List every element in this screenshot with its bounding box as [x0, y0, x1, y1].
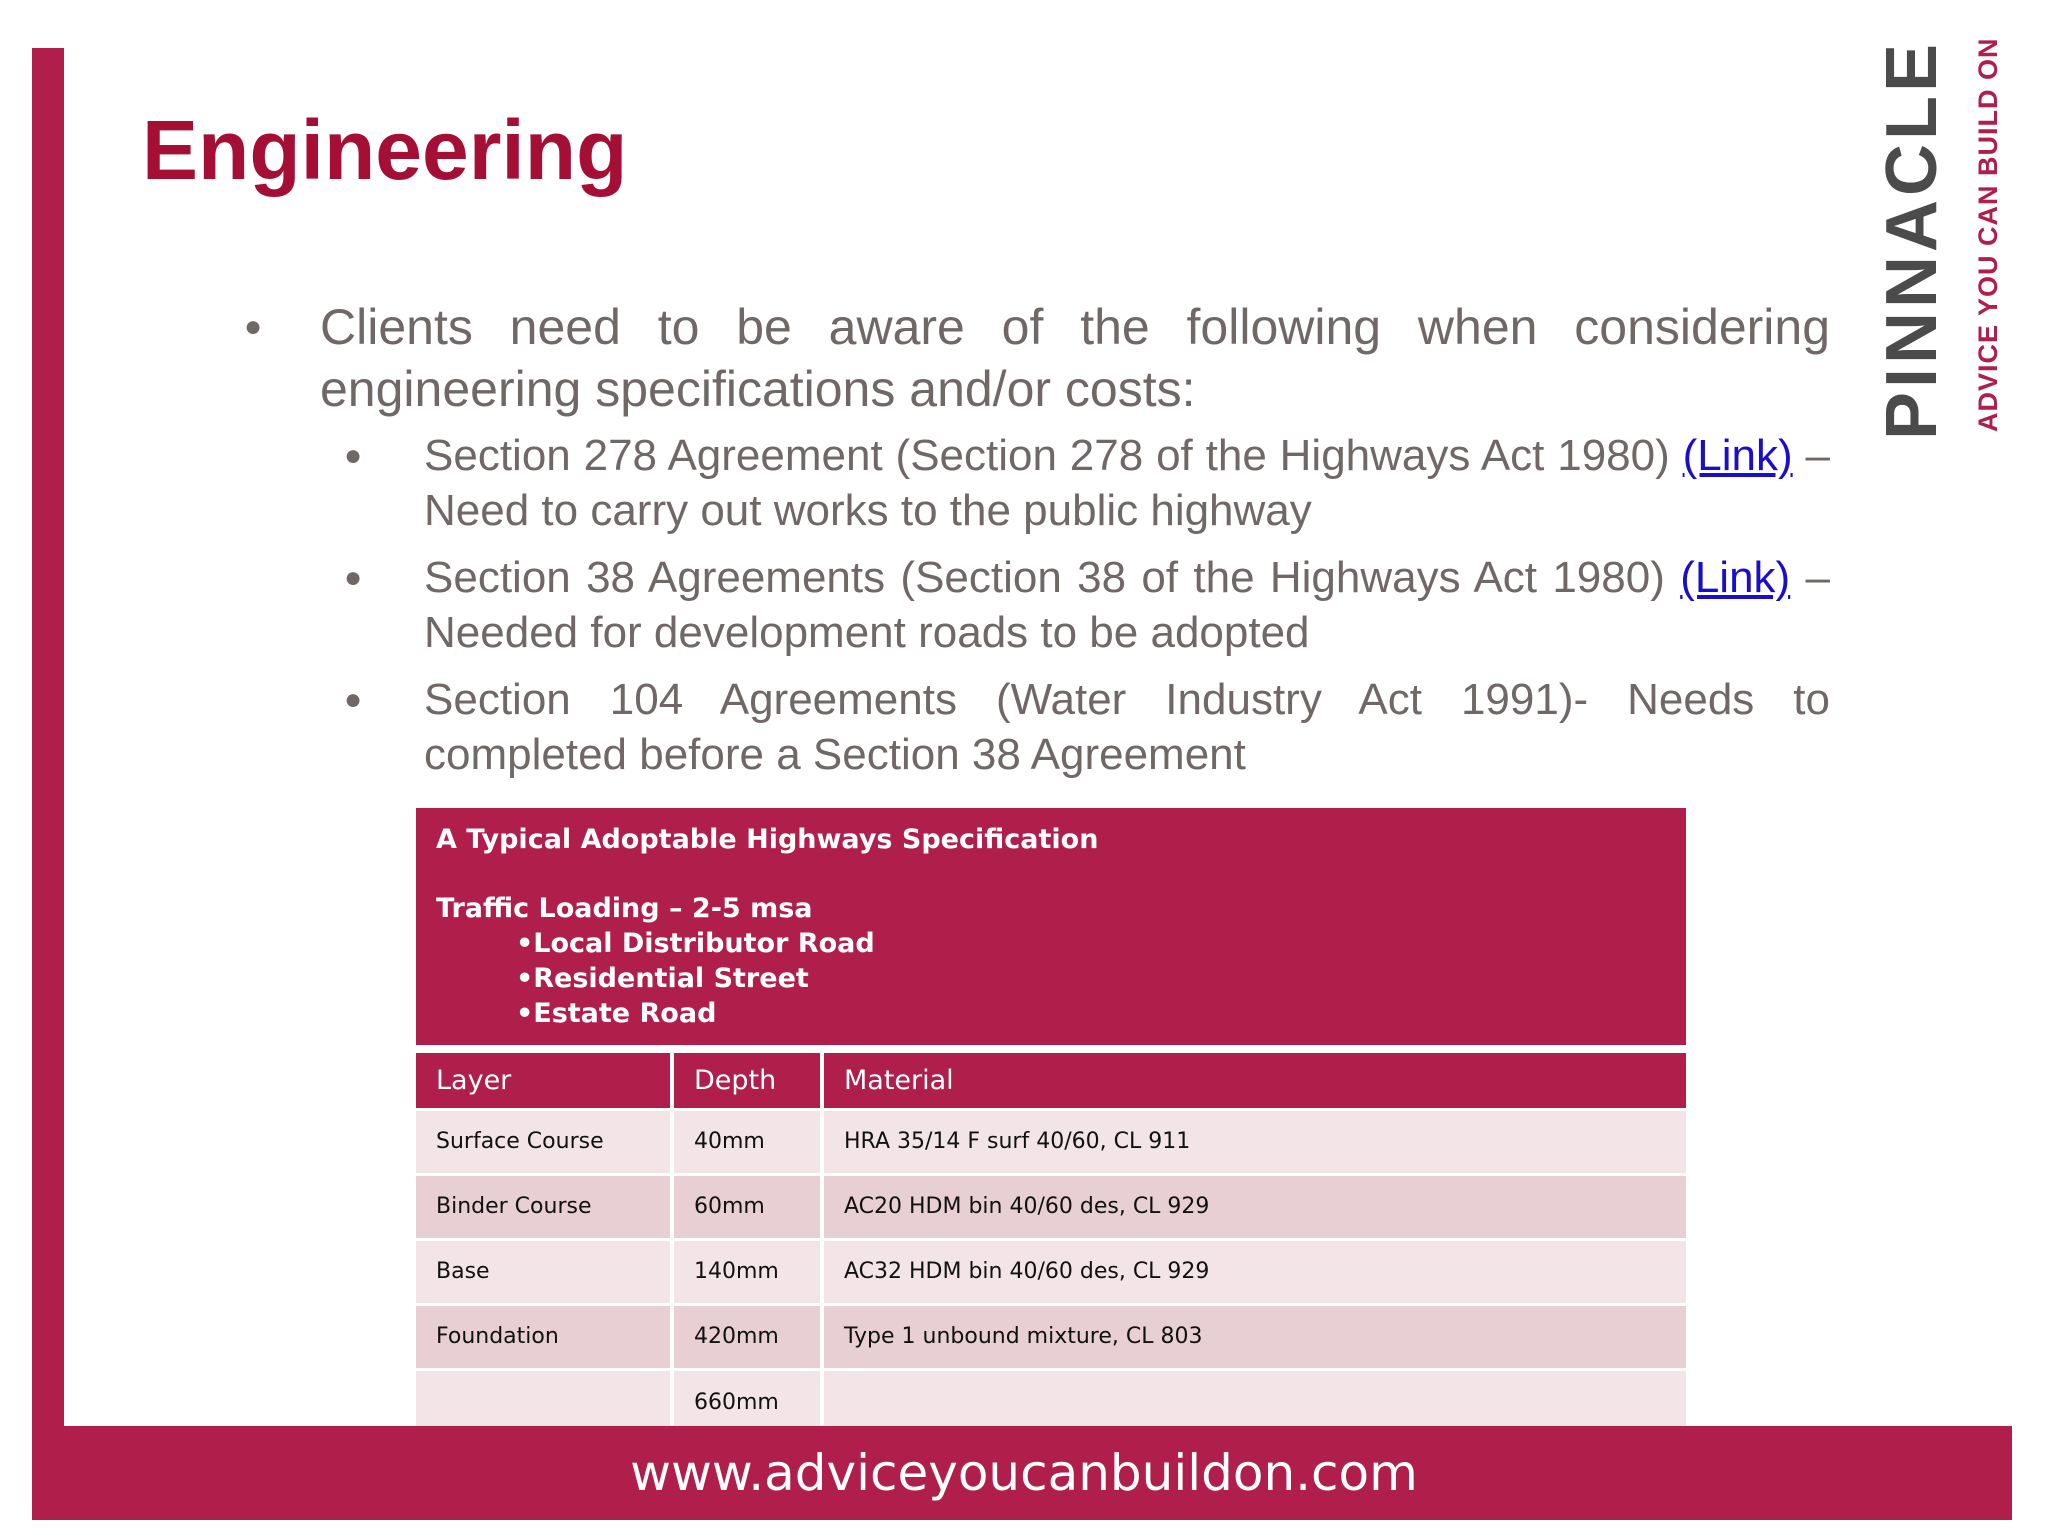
logo-tagline: ADVICE YOU CAN BUILD ON: [1973, 37, 2003, 432]
sub-bullet-text: – Needed for development roads to be adopted: [424, 553, 1830, 657]
sub-bullet-text: – Need to carry out works to the public highway: [424, 431, 1830, 535]
cell-layer: Foundation: [416, 1304, 672, 1369]
road-type-item: •Estate Road: [516, 998, 717, 1029]
left-accent-bar: [32, 48, 64, 1520]
column-header-layer: Layer: [416, 1049, 672, 1109]
sub-bullet-section-104: [334, 672, 1830, 782]
bullet-dot-icon: ●: [244, 310, 263, 343]
cell-material: AC32 HDM bin 40/60 des, CL 929: [822, 1239, 1686, 1304]
sub-bullet-text: Section 278 Agreement (Section 278 of the Highways Act 1980): [424, 431, 1683, 480]
bullet-dot-icon: ●: [344, 439, 363, 472]
column-header-depth: Depth: [672, 1049, 822, 1109]
pinnacle-logo: [1872, 37, 2022, 440]
cell-layer: [416, 1369, 672, 1434]
bullet-list: [230, 296, 1830, 782]
cell-layer: Surface Course: [416, 1109, 672, 1174]
intro-bullet-text: Clients need to be aware of the following when considering engineering specifications and/or costs:: [320, 299, 1830, 417]
cell-depth-total: 660mm: [672, 1369, 822, 1434]
table-row: [416, 1174, 1686, 1239]
cell-depth: 420mm: [672, 1304, 822, 1369]
table-row: [416, 1109, 1686, 1174]
table-row: [416, 1304, 1686, 1369]
sub-bullet-text: Section 104 Agreements (Water Industry Act 1991)- Needs to completed before a Section 38 Agreement: [424, 675, 1830, 779]
footer-website-url: www.adviceyoucanbuildon.com: [630, 1444, 1418, 1502]
table-header-row: [416, 1049, 1686, 1109]
section-38-link[interactable]: (Link): [1680, 553, 1791, 602]
highways-spec-table: [416, 808, 1686, 1434]
bullet-dot-icon: ●: [344, 683, 363, 716]
road-type-item: •Local Distributor Road: [516, 928, 875, 959]
cell-material: AC20 HDM bin 40/60 des, CL 929: [822, 1174, 1686, 1239]
spec-table-heading-cell: [416, 808, 1686, 1049]
cell-depth: 140mm: [672, 1239, 822, 1304]
table-row-total: [416, 1369, 1686, 1434]
cell-layer: Base: [416, 1239, 672, 1304]
road-type-item: •Residential Street: [516, 963, 809, 994]
sub-bullet-section-38: [334, 550, 1830, 660]
sub-bullet-section-278: [334, 428, 1830, 538]
cell-depth: 60mm: [672, 1174, 822, 1239]
traffic-loading: Traffic Loading – 2-5 msa: [436, 893, 813, 924]
cell-layer: Binder Course: [416, 1174, 672, 1239]
column-header-material: Material: [822, 1049, 1686, 1109]
spec-table-heading: A Typical Adoptable Highways Specification: [436, 824, 1099, 855]
sub-bullet-text: Section 38 Agreements (Section 38 of the Highways Act 1980): [424, 553, 1681, 602]
bullet-dot-icon: ●: [344, 561, 363, 594]
slide-title: Engineering: [142, 103, 628, 197]
intro-bullet: [230, 296, 1830, 420]
section-278-link[interactable]: (Link): [1682, 431, 1793, 480]
cell-material: [822, 1369, 1686, 1434]
cell-material: HRA 35/14 F surf 40/60, CL 911: [822, 1109, 1686, 1174]
cell-material: Type 1 unbound mixture, CL 803: [822, 1304, 1686, 1369]
table-row: [416, 1239, 1686, 1304]
cell-depth: 40mm: [672, 1109, 822, 1174]
logo-wordmark: PINNACLE: [1872, 39, 1952, 440]
